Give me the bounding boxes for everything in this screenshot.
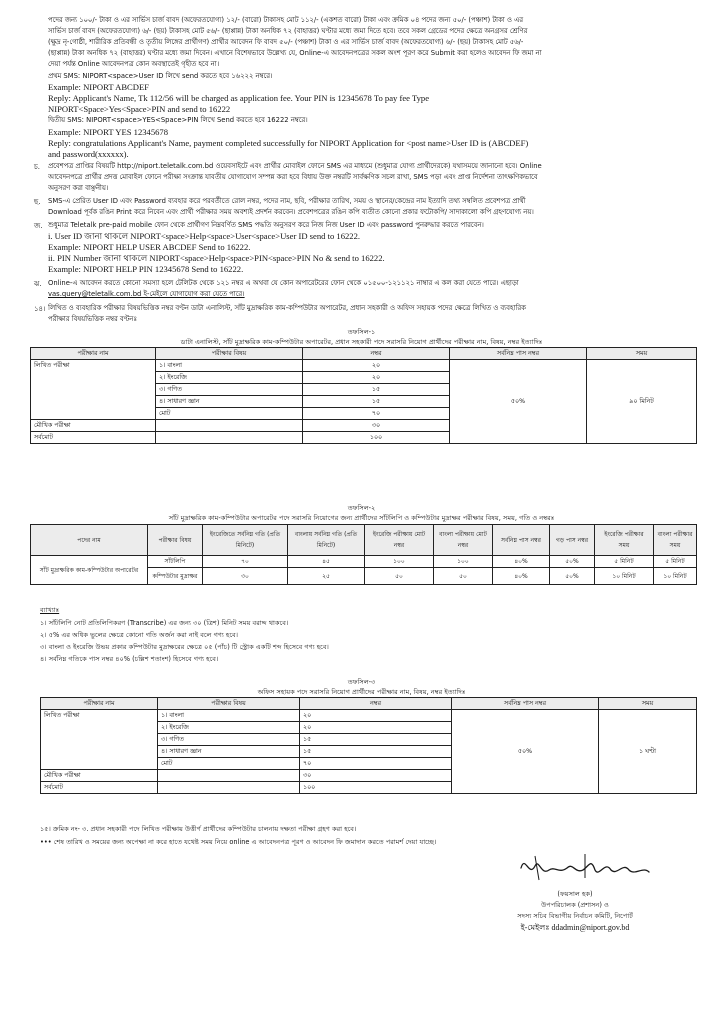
- header-cell: ইংরেজিতে সর্বনিম্ন গতি (প্রতি মিনিটে): [203, 525, 288, 556]
- header-cell: বাংলা পরীক্ষার সময়: [654, 525, 697, 556]
- item-marker: চ.: [34, 163, 41, 171]
- marks-cell: ২০: [303, 372, 450, 384]
- header-cell: পদের নাম: [31, 525, 148, 556]
- item-marker: জ.: [34, 222, 43, 230]
- table3: [40, 697, 697, 794]
- table-cell: ১০০: [365, 556, 434, 568]
- exam-name-cell: সর্বমোট: [31, 432, 156, 444]
- item-line: লিখিত ও ব্যবহারিক পরীক্ষার বিষয়ভিত্তিক নম্বর বণ্টন ডাটা এনালিস্ট, সাঁট মুদ্রাক্ষরিক কাম-কম্পিউটার অপারেটর, প্রধান সহকারী ও অফিস সহায়ক পদের ক্ষেত্রে লিখিত ও ব্যবহারিক: [48, 304, 526, 312]
- exam-name-cell: লিখিত পরীক্ষা: [31, 360, 156, 420]
- subject-cell: ১। বাংলা: [158, 710, 300, 722]
- header-cell: ইংরেজি পরীক্ষায় মোট নম্বর: [365, 525, 434, 556]
- header-cell: পরীক্ষার বিষয়: [148, 525, 203, 556]
- subject-cell: ৪। সাধারণ জ্ঞান: [158, 746, 300, 758]
- sms-line: Example: NIPORT YES 12345678: [48, 127, 169, 137]
- table-cell: ৫০%: [550, 556, 595, 568]
- item-line: Example: NIPORT HELP USER ABCDEF Send to 16222.: [48, 242, 251, 252]
- table-row: [31, 556, 697, 568]
- table-cell: ৭০: [203, 556, 288, 568]
- notes-title: ব্যাখ্যাঃ: [40, 606, 60, 614]
- marks-cell: ৩০: [303, 420, 450, 432]
- marks-cell: ৩০: [300, 770, 452, 782]
- exam-name-cell: মৌখিক পরীক্ষা: [31, 420, 156, 432]
- intro-line: (ক্ষুদ্র নৃ-গোষ্ঠী, শারীরিক প্রতিবন্ধী ও তৃতীয় লিঙ্গের প্রার্থীগণ) প্রার্থীর আবেদন ফি বাবদ ৫০/- (পঞ্চাশ) টাকা ও এর সার্ভিস চার্জ বাবদ (অফেরতযোগ্য) ৬/- (ছয়) টাকাসহ মোট ৫৬/-: [48, 38, 524, 46]
- table-header-row: [31, 348, 697, 360]
- time-cell: ১ ঘণ্টা: [599, 710, 697, 794]
- marks-cell: ২০: [303, 360, 450, 372]
- table-cell: ৫ মিনিট: [654, 556, 697, 568]
- sms-line: প্রথম SMS: NIPORT<space>User ID লিখে send করতে হবে ১৬২২২ নম্বরে।: [48, 72, 273, 80]
- note-line: ২। ৫% এর অধিক ভুলের ক্ষেত্রে কোনো গতি অর্জন করা নাই বলে গণ্য হবে।: [40, 631, 239, 639]
- table-cell: ২৫: [288, 568, 365, 585]
- item-marker: ১৪।: [34, 305, 46, 313]
- table1: [30, 347, 697, 444]
- table-header-row: [31, 525, 697, 556]
- item-line: আবেদনপত্রে প্রার্থীর প্রদত্ত মোবাইল ফোনে পরীক্ষা সংক্রান্ত যাবতীয় যোগাযোগ সম্পন্ন করা হবে বিধায় উক্ত নম্বরটি সার্বক্ষণিক সচল রাখা, SMS পড়া এবং প্রাপ্ত নির্দেশনা তাৎক্ষণিকভাবে: [48, 173, 538, 181]
- sms-line: and password(xxxxxx).: [48, 149, 129, 159]
- signatory-committee: সদস্য সচিব বিভাগীয় নির্বাচন কমিটি, নিপোর্ট: [517, 912, 633, 920]
- table-header-row: [41, 698, 697, 710]
- marks-cell: ৭০: [303, 408, 450, 420]
- header-cell: সর্বনিম্ন পাস নম্বর: [493, 525, 550, 556]
- subject-cell: [158, 770, 300, 782]
- header-cell: নম্বর: [303, 348, 450, 360]
- item-line: শুধুমাত্র Teletalk pre-paid mobile ফোন থেকে প্রার্থীগণ নিম্নবর্ণিত SMS পদ্ধতি অনুসরণ করে নিজ নিজ User ID এবং password পুনরুদ্ধার করতে পারবেন।: [48, 221, 484, 229]
- header-cell: নম্বর: [300, 698, 452, 710]
- item-line: পরীক্ষার বিষয়ভিত্তিক নম্বর বণ্টনঃ: [48, 315, 137, 323]
- item-line: i. User ID জানা থাকলে NIPORT<space>Help<space>User<space>User ID send to 16222.: [48, 231, 361, 241]
- subject-cell: ৩। গণিত: [158, 734, 300, 746]
- exam-name-cell: লিখিত পরীক্ষা: [41, 710, 158, 770]
- item-line: SMS-এ প্রেরিত User ID এবং Password ব্যবহার করে পরবর্তীতে রোল নম্বর, পদের নাম, ছবি, পরীক্ষার তারিখ, সময় ও স্থানের/কেন্দ্রের নাম ইত্যাদি তথ্য সম্বলিত প্রবেশপত্র প্রার্থী: [48, 197, 526, 205]
- handwritten-signature: [515, 848, 655, 886]
- header-cell: সময়: [587, 348, 697, 360]
- subject-cell: ২। ইংরেজি: [158, 722, 300, 734]
- table1-title: তফসিল-১: [347, 328, 376, 336]
- signatory-name: (ফয়সাল হক): [557, 890, 593, 898]
- marks-cell: ১০০: [300, 782, 452, 794]
- marks-cell: ২০: [300, 722, 452, 734]
- pass-marks-cell: ৫০%: [452, 710, 599, 794]
- item-line: অনুসরণ করা বাঞ্ছনীয়।: [48, 184, 109, 192]
- item-line: Download পূর্বক রঙিন Print করে নিবেন এবং প্রার্থী পরীক্ষার সময় অবশ্যই প্রদর্শন করবেন। প্রবেশপত্রের রঙিন কপি ব্যতীত কোনো প্রকার ফটোকপি/ সাদাকালো কপি গ্রহণযোগ্য নয়।: [48, 208, 534, 216]
- sms-line: NIPORT<Space>Yes<Space>PIN and send to 16222: [48, 104, 231, 114]
- table-cell: ৫০: [365, 568, 434, 585]
- pass-marks-cell: ৫০%: [450, 360, 587, 444]
- marks-cell: ৭০: [300, 758, 452, 770]
- note-line: ৪। সর্বনিম্ন গতিকে পাস নম্বর ৪০% (চল্লিশ শতাংশ) হিসেবে গণ্য হবে।: [40, 655, 219, 663]
- table-cell: ১০ মিনিট: [595, 568, 654, 585]
- footer-line: ••• শেষ তারিখ ও সময়ের জন্য অপেক্ষা না করে হাতে যথেষ্ট সময় নিয়ে online এ আবেদনপত্র পূরণ ও আবেদন ফি জমাদান করতে পরামর্শ দেয়া যাচ্ছে।: [40, 838, 437, 846]
- sms-line: Reply: congratulations Applicant's Name, payment completed successfully for NIPORT Application for <post name>User ID is (ABCDEF): [48, 138, 529, 148]
- marks-cell: ১০০: [303, 432, 450, 444]
- table2-subtitle: সাঁট মুদ্রাক্ষরিক কাম-কম্পিউটার অপারেটর পদে সরাসরি নিয়োগের জন্য প্রার্থীদের সাঁটলিপি ও কম্পিউটার মুদ্রাক্ষর পরীক্ষার বিষয়, সময়, গতি ও নম্বরঃ: [168, 514, 555, 522]
- table1-subtitle: ডাটা এনালিস্ট, সাঁট মুদ্রাক্ষরিক কাম-কম্পিউটার অপারেটর, প্রধান সহকারী পদে সরাসরি নিয়োগ প্রার্থীদের পরীক্ষার নাম, বিষয়, নম্বর ইত্যাদিঃ: [180, 338, 543, 346]
- item-line: প্রবেশপত্র প্রাপ্তির বিষয়টি http://niport.teletalk.com.bd ওয়েবসাইটে এবং প্রার্থীর মোবাইল ফোনে SMS এর মাধ্যমে (শুধুমাত্র যোগ্য প্রার্থীদেরকে) যথাসময়ে জানানো হবে। Online: [48, 162, 542, 170]
- table-cell: ৫ মিনিট: [595, 556, 654, 568]
- intro-line: দেয়া পর্যন্ত Online আবেদনপত্র কোন অবস্থাতেই গৃহীত হবে না।: [48, 60, 220, 68]
- subject-cell: [158, 782, 300, 794]
- time-cell: ৯০ মিনিট: [587, 360, 697, 444]
- footer-line: ১৫। ক্রমিক নং- ৩. প্রধান সহকারী পদে লিখিত পরীক্ষায় উত্তীর্ণ প্রার্থীদের কম্পিউটার চালনায় দক্ষতা পরীক্ষা গ্রহণ করা হবে।: [40, 825, 357, 833]
- table-row: [41, 710, 697, 722]
- marks-cell: ১৫: [303, 396, 450, 408]
- note-line: ৩। বাংলা ও ইংরেজি উভয় প্রকার কম্পিউটার মুদ্রাক্ষরের ক্ষেত্রে ০৫ (পাঁচ) টি স্ট্রোক একটি শব্দ হিসেবে গণ্য হবে।: [40, 643, 329, 651]
- header-cell: গড় পাস নম্বর: [550, 525, 595, 556]
- header-cell: পরীক্ষার বিষয়: [158, 698, 300, 710]
- item-line: Online-এ আবেদন করতে কোনো সমস্যা হলে টেলিটক থেকে ১২১ নম্বর এ অথবা যে কোন অপারেটরের ফোন থেকে ০১৫০০-১২১১২১ নাম্বার এ কল করা যেতে পারে। এছাড়া: [48, 279, 519, 287]
- item-marker: ছ.: [34, 198, 41, 206]
- table2: [30, 524, 697, 585]
- note-line: ১। সাঁটলিপি নোট প্রতিলিপিকরণ (Transcribe) এর জন্য ৩০ (ত্রিশ) মিনিট সময় বরাদ্দ থাকবে।: [40, 619, 289, 627]
- table-cell: কম্পিউটার মুদ্রাক্ষর: [148, 568, 203, 585]
- sms-line: Reply: Applicant's Name, Tk 112/56 will be charged as application fee. Your PIN is 12345678 To pay fee Type: [48, 93, 430, 103]
- table-cell: ১০ মিনিট: [654, 568, 697, 585]
- header-cell: সর্বনিম্ন পাস নম্বর: [452, 698, 599, 710]
- header-cell: পরীক্ষার নাম: [41, 698, 158, 710]
- table2-title: তফসিল-২: [347, 504, 376, 512]
- subject-cell: [156, 432, 303, 444]
- table-cell: ৪০%: [493, 556, 550, 568]
- table-cell: ৫০: [434, 568, 493, 585]
- signatory-designation: উপপরিচালক (প্রশাসন) ও: [541, 901, 609, 909]
- table-cell: ৪৫: [288, 556, 365, 568]
- post-name-cell: সাঁট মুদ্রাক্ষরিক কাম-কম্পিউটার অপারেটর: [31, 556, 148, 585]
- header-cell: বাংলা পরীক্ষায় মোট নম্বর: [434, 525, 493, 556]
- sms-line: দ্বিতীয় SMS: NIPORT<space>YES<Space>PIN লিখে Send করতে হবে 16222 নম্বরে।: [48, 116, 308, 124]
- marks-cell: ১৫: [303, 384, 450, 396]
- exam-name-cell: সর্বমোট: [41, 782, 158, 794]
- intro-line: সার্ভিস চার্জ বাবদ (অফেরতযোগ্য) ৬/- (ছয়) টাকাসহ মোট ৫৬/- (ছাপ্পান্ন) টাকা অনধিক ৭২ (বাহাত্তর) ঘণ্টার মধ্যে জমা দিতে হবে। তবে সকল গ্রেডের পদের ক্ষেত্রে অনগ্রসর শ্রেণির: [48, 27, 528, 35]
- header-cell: পরীক্ষার বিষয়: [156, 348, 303, 360]
- table3-title: তফসিল-৩: [347, 678, 376, 686]
- table-row: [31, 360, 697, 372]
- sms-line: Example: NIPORT ABCDEF: [48, 82, 150, 92]
- table3-subtitle: অফিস সহায়ক পদে সরাসরি নিয়োগ প্রার্থীদের পরীক্ষার নাম, বিষয়, নম্বর ইত্যাদিঃ: [257, 688, 466, 696]
- item-line: ii. PIN Number জানা থাকলে NIPORT<space>Help<space>PIN<space>PIN No & send to 16222.: [48, 253, 385, 263]
- table-cell: ১০০: [434, 556, 493, 568]
- subject-cell: ৩। গণিত: [156, 384, 303, 396]
- table-cell: ৩০: [203, 568, 288, 585]
- item-marker: ঝ.: [34, 280, 42, 288]
- table-cell: ৪০%: [493, 568, 550, 585]
- subject-cell: ১। বাংলা: [156, 360, 303, 372]
- header-cell: ইংরেজি পরীক্ষার সময়: [595, 525, 654, 556]
- header-cell: বাংলায় সর্বনিম্ন গতি (প্রতি মিনিটে): [288, 525, 365, 556]
- subject-cell: ৪। সাধারণ জ্ঞান: [156, 396, 303, 408]
- table-cell: ৫০%: [550, 568, 595, 585]
- signatory-email: ই-মেইলঃ ddadmin@niport.gov.bd: [520, 923, 630, 932]
- subject-cell: [156, 420, 303, 432]
- item-line: vas.query@teletalk.com.bd ই-মেইলে যোগাযোগ করা যেতে পারে।: [48, 290, 245, 298]
- item-line: Example: NIPORT HELP PIN 12345678 Send to 16222.: [48, 264, 244, 274]
- header-cell: সময়: [599, 698, 697, 710]
- marks-cell: ১৫: [300, 746, 452, 758]
- intro-line: (ছাপ্পান্ন) টাকা অনধিক ৭২ (বাহাত্তর) ঘণ্টার মধ্যে জমা দিবেন। এখানে বিশেষভাবে উল্লেখ্য যে, Online-এ আবেদনপত্রের সকল অংশ পূরণ করে Submit করা হলেও আবেদন ফি জমা না: [48, 49, 542, 57]
- table-cell: সাঁটলিপি: [148, 556, 203, 568]
- marks-cell: ২০: [300, 710, 452, 722]
- header-cell: সর্বনিম্ন পাস নম্বর: [450, 348, 587, 360]
- exam-name-cell: মৌখিক পরীক্ষা: [41, 770, 158, 782]
- header-cell: পরীক্ষার নাম: [31, 348, 156, 360]
- subject-cell: ২। ইংরেজি: [156, 372, 303, 384]
- subject-cell: মোট: [156, 408, 303, 420]
- intro-line: পদের জন্য ১০০/- টাকা ও এর সার্ভিস চার্জ বাবদ (অফেরতযোগ্য) ১২/- (বারো) টাকাসহ মোট ১১২/- (একশত বারো) টাকা এবং ক্রমিক ০৪ পদের জন্য ৫০/- (পঞ্চাশ) টাকা ও এর: [48, 16, 523, 24]
- marks-cell: ১৫: [300, 734, 452, 746]
- subject-cell: মোট: [158, 758, 300, 770]
